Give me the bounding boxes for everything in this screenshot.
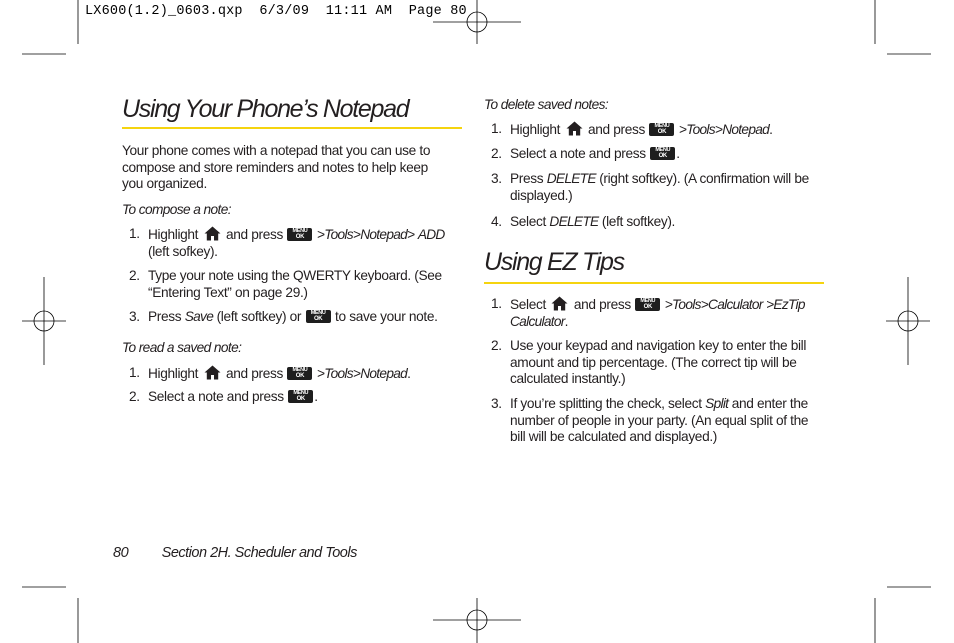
registration-mark-left [22,277,66,365]
compose-step-1: 1. Highlight and press MENU OK >Tools>Notepad> ADD (left sofkey). [129,226,445,259]
delete-step-2: 2. Select a note and press MENU OK . [491,146,680,161]
ez-tips-title: Using EZ Tips [484,248,624,276]
menu-ok-key-icon: MENU OK [306,310,331,323]
read-heading: To read a saved note: [122,340,242,355]
page-number: 80 [113,545,129,561]
home-icon [566,121,583,136]
registration-mark-bottom [433,598,521,643]
menu-ok-key-icon: MENU OK [649,123,674,136]
compose-heading: To compose a note: [122,202,231,217]
delete-step-4: 4. Select DELETE (left softkey). [491,214,675,229]
read-step-1: 1. Highlight and press MENU OK >Tools>Notepad. [129,365,411,381]
compose-step-3: 3. Press Save (left softkey) or MENU OK to save your note. [129,309,438,324]
compose-step-2: 2. Type your note using the QWERTY keyboard. (See “Entering Text” on page 29.) [129,268,442,300]
menu-ok-key-icon: MENU OK [287,228,312,241]
menu-ok-key-icon: MENU OK [635,298,660,311]
page-footer [113,545,357,561]
print-slug: LX600(1.2)_0603.qxp 6/3/09 11:11 AM Page 80 [85,4,467,19]
section-name: Section 2H. Scheduler and Tools [161,545,357,561]
registration-mark-right [886,277,930,365]
delete-step-3: 3. Press DELETE (right softkey). (A confirmation will be displayed.) [491,171,809,203]
read-step-2: 2. Select a note and press MENU OK . [129,389,318,404]
title-rule [484,282,824,284]
menu-ok-key-icon: MENU OK [650,147,675,160]
notepad-title: Using Your Phone’s Notepad [122,95,409,123]
title-rule [122,127,462,129]
home-icon [204,365,221,380]
ez-tips-step-2: 2. Use your keypad and navigation key to enter the bill amount and tip percentage. (The correct tip will be calculated instantly.) [491,338,807,387]
ez-tips-step-1: 1. Select and press MENU OK >Tools>Calculator >EzTip Calculator. [491,296,805,329]
ez-tips-step-3: 3. If you’re splitting the check, select Split and enter the number of people in your party. (An equal split of the bill will be calculated and displayed.) [491,396,809,445]
home-icon [551,296,568,311]
notepad-intro: Your phone comes with a notepad that you can use to compose and store reminders and notes to help keep you organized. [122,143,431,192]
delete-step-1: 1. Highlight and press MENU OK >Tools>Notepad. [491,121,773,137]
home-icon [204,226,221,241]
menu-ok-key-icon: MENU OK [287,367,312,380]
menu-ok-key-icon: MENU OK [288,390,313,403]
delete-heading: To delete saved notes: [484,97,609,112]
